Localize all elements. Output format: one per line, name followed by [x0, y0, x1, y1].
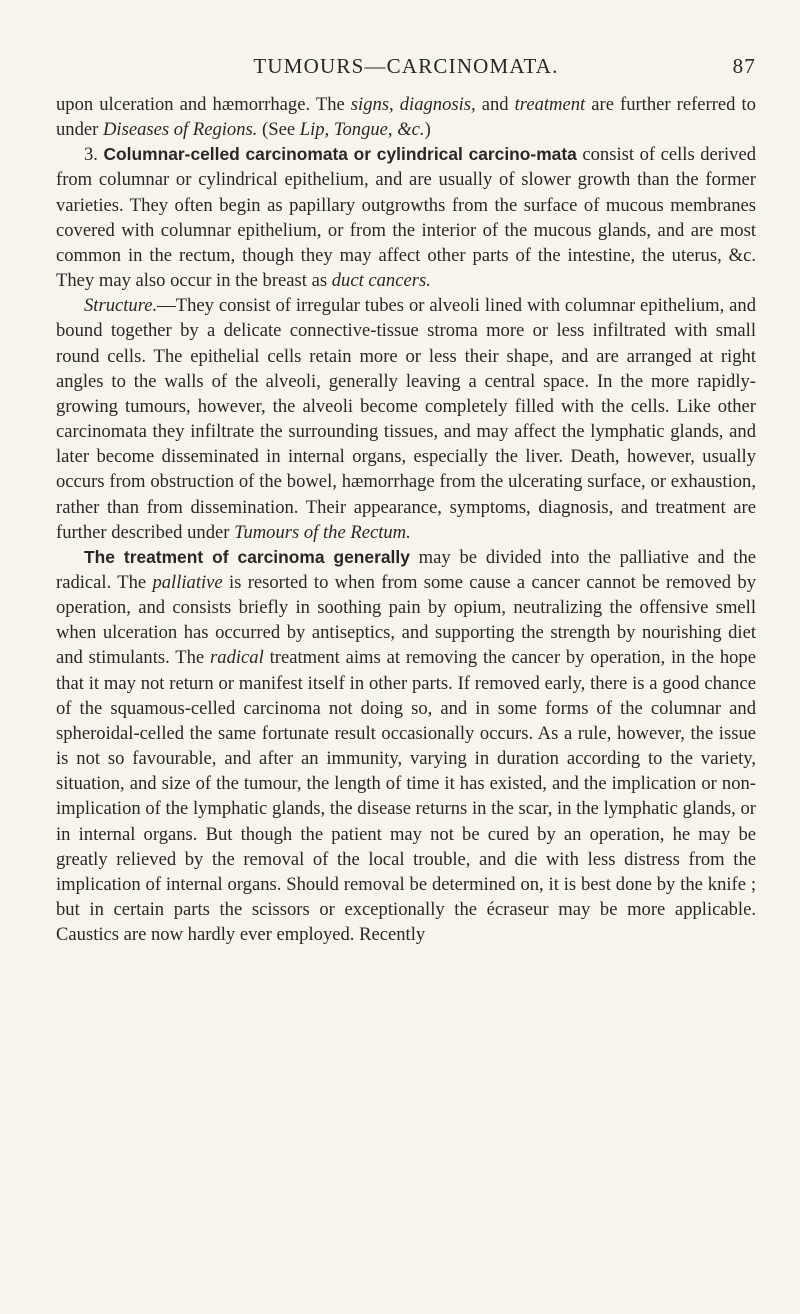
book-page — [56, 54, 756, 947]
running-head — [56, 54, 756, 84]
section-heading: The treatment of carcinoma generally — [84, 546, 410, 567]
italic-run: signs, diagnosis, — [350, 94, 476, 115]
text-run: upon ulceration and hæmorrhage. The — [56, 94, 351, 115]
text-run: (See — [257, 119, 300, 141]
paragraph-structure — [56, 293, 756, 545]
italic-run: radical — [210, 647, 264, 669]
text-run: treatment aims at removing the cancer by operation, in the hope that it may not return or manifest itself in other parts. If removed early, there is a good chance of the squamous-celled carcinoma not doing so, and in some forms of the columnar and spheroidal-celled the same fortunate result occasionally occurs. As a rule, however, the issue is not so favourable, and after an immunity, varying in duration according to the variety, situation, and size of the tumour, the length of time it has existed, and the implication or non-implication of the lymphatic glands, the disease returns in the scar, in the lymphatic glands, or in internal organs. But though the patient may not be cured by an operation, he may be greatly relieved by the removal of the local trouble, and die with less distress from the implication of internal organs. Should removal be determined on, it is best done by the knife ; but in certain parts the scissors or exceptionally the écraseur may be more applicable. Caustics are now hardly ever employed. Recently — [56, 647, 756, 946]
text-run: and — [475, 94, 515, 115]
text-run: —They consist of irregular tubes or alveoli lined with columnar epithelium, and bound together by a delicate connective-tissue stroma more or less infiltrated with small round cells. The epithelial cells retain more or less their shape, and are arranged at right angles to the walls of the alveoli, generally leaving a central space. In the more rapidly-growing tumours, however, the alveoli become completely filled with the cells. Like other carcinomata they infiltrate the surrounding tissues, and may affect the lymphatic glands, and later become disseminated in internal organs, especially the liver. Death, however, usually occurs from obstruction of the bowel, hæmorrhage from the ulcerating surface, or exhaustion, rather than from dissemination. Their appearance, symptoms, diagnosis, and treatment are further described under — [56, 295, 756, 543]
italic-run: Lip, Tongue, &c. — [299, 119, 425, 141]
page-number: 87 — [732, 54, 756, 78]
italic-run: Diseases of Regions. — [102, 119, 258, 141]
text-run: may be divided into the palliative and the radical. The — [56, 546, 756, 593]
paragraph-treatment — [56, 545, 756, 948]
italic-run: treatment — [514, 94, 586, 115]
section-heading: Columnar-celled carcinomata or cylindrical carcino-mata — [103, 144, 577, 165]
italic-run: Tumours of the Rectum. — [234, 521, 411, 543]
italic-run: Structure. — [84, 295, 158, 317]
body-text — [56, 92, 756, 947]
text-run: consist of cells derived from columnar or cylindrical epithelium, and are usually of slower growth than the former varieties. They often begin as papillary outgrowths from the surface of mucous membranes covered with columnar epithelium, or from the interior of the mucous glands, and are most common in the rectum, though they may affect other parts of the intestine, the uterus, &c. They may also occur in the breast as — [56, 144, 756, 292]
paragraph-continuation — [56, 92, 756, 142]
section-number: 3. — [84, 144, 104, 166]
italic-run: duct cancers. — [331, 270, 431, 292]
text-run: ) — [424, 119, 431, 141]
text-run: are further referred to under — [56, 94, 756, 141]
italic-run: palliative — [152, 571, 223, 593]
running-title: TUMOURS—CARCINOMATA. — [253, 54, 559, 78]
paragraph-columnar-celled — [56, 142, 756, 293]
text-run: is resorted to when from some cause a cancer cannot be removed by operation, and consists briefly in soothing pain by opium, neutralizing the offensive smell when ulceration has occurred by antiseptics, and supporting the strength by nourishing diet and stimulants. The — [56, 571, 756, 669]
